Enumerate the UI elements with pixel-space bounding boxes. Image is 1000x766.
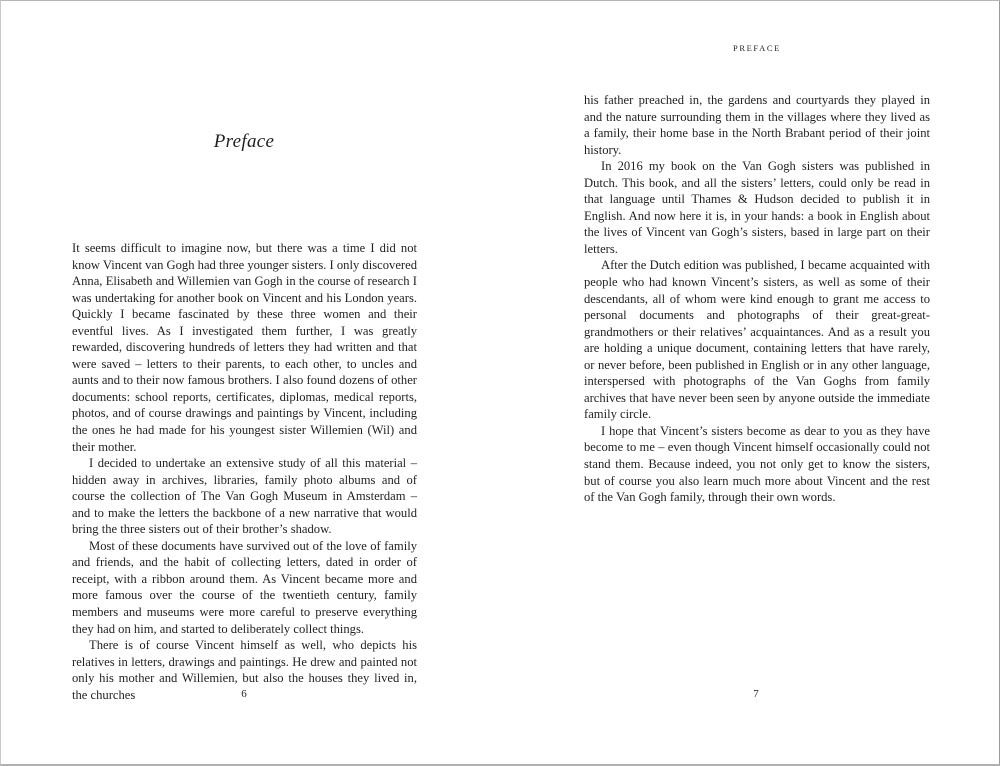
page-number: 7 <box>753 688 759 700</box>
right-page <box>500 0 1000 765</box>
running-head: PREFACE <box>733 43 781 53</box>
paragraph: There is of course Vincent himself as well, who depicts his relatives in letters, drawings and paintings. He drew and painted not only his mother and Willemien, but also the houses they lived in, the churches <box>72 638 417 702</box>
paragraph: his father preached in, the gardens and courtyards they played in and the nature surrounding them in the villages where they lived as a family, their home base in the North Brabant period of their joint history. <box>584 93 930 157</box>
left-page-body <box>72 240 417 703</box>
chapter-title: Preface <box>213 131 275 152</box>
paragraph: It seems difficult to imagine now, but there was a time I did not know Vincent van Gogh had three younger sisters. I only discovered Anna, Elisabeth and Willemien van Gogh in the course of research I was undertaking for another book on Vincent and his London years. Quickly I became fascinated by these three women and their eventful lives. As I investigated them further, I was greatly rewarded, discovering hundreds of letters they had written and that were saved – letters to their parents, to each other, to uncles and aunts and to their now famous brothers. I also found dozens of other documents: school reports, certificates, diplomas, medical reports, photos, and of course drawings and paintings by Vincent, including the ones he had made for his youngest sister Willemien (Wil) and their mother. <box>72 241 417 454</box>
paragraph: Most of these documents have survived out of the love of family and friends, and the habit of collecting letters, dated in order of receipt, with a ribbon around them. As Vincent became more and more famous over the course of the twentieth century, family members and museums were more careful to preserve everything they had on him, and started to deliberately collect things. <box>72 538 417 636</box>
left-page <box>0 0 500 765</box>
right-page-body <box>584 92 930 506</box>
paragraph: In 2016 my book on the Van Gogh sisters was published in Dutch. This book, and all the sisters’ letters, could only be read in that language until Thames & Hudson decided to publish it in English. And now here it is, in your hands: a book in English about the lives of Vincent van Gogh’s sisters, based in large part on their letters. <box>584 159 930 256</box>
paragraph: After the Dutch edition was published, I became acquainted with people who had known Vincent’s sisters, as well as some of their descendants, all of whom were kind enough to grant me access to personal documents and photographs of their great-great-grandmothers or their relatives’ acquaintances. And as a result you are holding a unique document, containing letters that have rarely, or never before, been published in English or in any other language, interspersed with photographs of the Van Goghs from family archives that have never been seen by anyone outside the immediate family circle. <box>584 258 930 422</box>
paragraph: I decided to undertake an extensive study of all this material – hidden away in archives, libraries, family photo albums and of course the collection of The Van Gogh Museum in Amsterdam – and to make the letters the backbone of a new narrative that would bring the three sisters out of their brother’s shadow. <box>72 456 417 537</box>
paragraph: I hope that Vincent’s sisters become as dear to you as they have become to me – even though Vincent himself occasionally could not stand them. Because indeed, you not only get to know the sisters, but of course you also learn much more about Vincent and the rest of the Van Gogh family, through their own words. <box>584 423 930 505</box>
page-number: 6 <box>241 688 247 700</box>
